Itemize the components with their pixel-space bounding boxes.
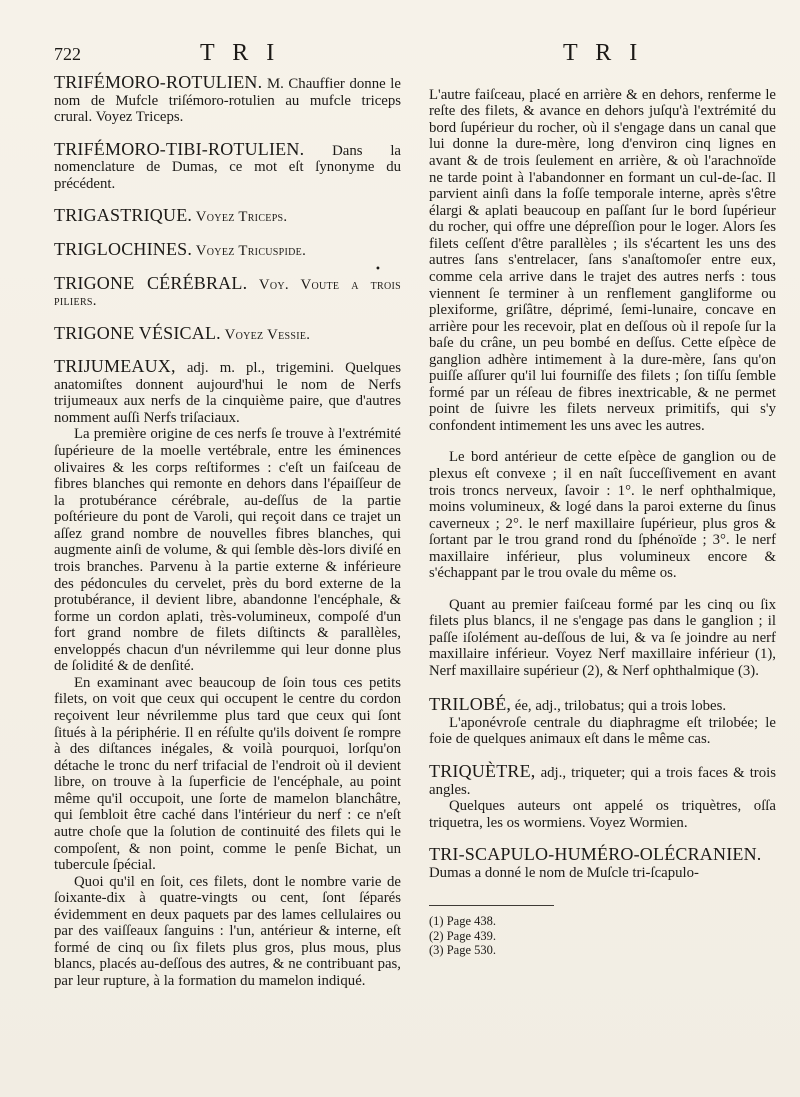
dictionary-entry bbox=[429, 694, 776, 748]
entry-text: Voy. Voute a trois piliers. bbox=[54, 276, 401, 310]
entry-paragraph: L'autre faiſceau, placé en arrière & en dehors, renferme le reſte des filets, & avance en dehors juſqu'à l'extrémité du bord ſupérieur du rocher, où il s'engage dans un canal que lui donne la dure-mère, long d'environ cinq lignes en avant & de trois ſeulement en arrière, & où l'arachnoïde ne tarde point à l'abandonner en formant un cul-de-ſac. Il parvient ainſi dans la foſſe temporale interne, après s'être élargi & aplati beaucoup en paſſant ſur le bord ſupérieur du rocher, qui offre une dépreſſion pour le loger. Alors ſes filets ceſſent d'être parallèles ; ils s'écartent les uns des autres ſans s'entrelacer, ſans s'anaſtomoſer entre eux, comme cela arrive dans le trajet des autres nerfs : tous viennent ſe terminer à un renflement gangliforme ou plexiforme, griſâtre, déprimé, ſemi-lunaire, concave en arrière pour les recevoir, plat en deſſous où il repoſe ſur la baſe du crâne, un peu bombé en deſſus. Cette eſpèce de ganglion adhère intimement à la dure-mère, ſans qu'on puiſſe aſſurer qu'il lui fourniſſe des filets ; ſon tiſſu ſemble formé par un réſeau de fibres inextricable, & ne permet point de ſuivre les filets nerveux primitifs, qui s'y confondent intimement les uns avec les autres. bbox=[429, 86, 776, 435]
entry-paragraph: L'aponévroſe centrale du diaphragme eſt trilobée; le foie de quelques animaux eſt dans le même cas. bbox=[429, 714, 776, 748]
entry-paragraph: La première origine de ces nerfs ſe trouve à l'extrémité ſupérieure de la moelle vertébrale, entre les éminences olivaires & les corps reſtiformes : c'eſt un faiſceau de fibres blanches qui remonte en dehors dans l'épaiſſeur de la protubérance cérébrale, au-deſſus de la partie poſtérieure du pont de Varoli, qui reçoit dans ce trajet un aſſez grand nombre de nouvelles fibres blanches, qui augmente ainſi de volume, & qui ſemble dès-lors diviſé en trois branches. Parvenu à la partie externe & inférieure des pédoncules du cervelet, près du bord externe de la protubérance, il devient libre, abandonne l'encéphale, & forme un cordon aplati, très-volumineux, compoſé d'un fort grand nombre de filets diſtincts & parallèles, enveloppés chacun d'un névrilemme qui leur donne plus de ſolidité & de denſité. bbox=[54, 426, 401, 675]
right-column bbox=[429, 72, 776, 1003]
footnote-item: (2) Page 439. bbox=[429, 928, 496, 943]
left-column bbox=[54, 72, 401, 1003]
entry-paragraph bbox=[54, 356, 401, 426]
entry-text: adj. m. pl., trigemini. Quelques anatomiſtes donnent aujourd'hui le nom de Nerfs trijumeaux aux nerfs de la cinquième paire, que d'autres nomment auſſi Nerfs triſaciaux. bbox=[54, 360, 401, 426]
footnote-item: (3) Page 530. bbox=[429, 943, 496, 958]
margin-marker: • bbox=[375, 264, 381, 275]
dictionary-entry bbox=[54, 239, 401, 260]
running-head-right: T R I bbox=[563, 40, 644, 66]
entry-paragraph bbox=[54, 72, 401, 126]
entry-paragraph: Quelques auteurs ont appelé os triquètres, oſſa triquetra, les os wormiens. Voyez Wormien. bbox=[429, 798, 776, 831]
entry-text: Dans la nomenclature de Dumas, ce mot eſt ſynonyme du précédent. bbox=[54, 142, 401, 192]
entry-title: TRIGASTRIQUE. bbox=[54, 205, 193, 226]
entry-paragraph bbox=[54, 323, 401, 344]
footnotes bbox=[429, 905, 554, 957]
dictionary-entry bbox=[54, 72, 401, 126]
entry-text: Voyez Tricuspide. bbox=[195, 242, 307, 259]
entry-title: TRIQUÈTRE, bbox=[429, 761, 536, 781]
entry-text: M. Chauffier donne le nom de Mufcle triſémoro-rotulien au mufcle triceps crural. Voyez Triceps. bbox=[54, 76, 401, 126]
entry-text: adj., triqueter; qui a trois faces & trois angles. bbox=[429, 765, 776, 798]
entry-paragraph bbox=[429, 694, 776, 715]
dictionary-entry bbox=[54, 205, 401, 226]
entry-paragraph: En examinant avec beaucoup de ſoin tous ces petits filets, on voit que ceux qui occupent le centre du cordon reçoivent leur névrilemme plus tard que ceux qui ſont ſitués à la périphérie. Il en réſulte qu'ils doivent ſe rompre à des diſtances inégales, & voilà pourquoi, lorſqu'on détache le tronc du nerf trifacial de l'endroit où il devient libre, on trouve à la ſuperficie de l'encéphale, au point même qu'il occupoit, une ſorte de mamelon blanchâtre, qui ſembloit être caché dans l'intérieur du nerf : ce n'eſt autre choſe que la ſolution de continuité des filets qui le compoſent, & non point, comme le penſe Bichat, un tubercule ſpécial. bbox=[54, 674, 401, 874]
dictionary-entry bbox=[54, 273, 401, 310]
entry-paragraph: Quant au premier faiſceau formé par les cinq ou ſix filets plus blancs, il ne s'engage pas dans le ganglion ; il paſſe iſolément au-deſſous de lui, & va ſe joindre au nerf maxillaire inférieur. Voyez Nerf maxillaire inférieur (1), Nerf maxillaire supérieur (2), & Nerf ophthalmique (3). bbox=[429, 596, 776, 679]
entry-text: ée, adj., trilobatus; qui a trois lobes. bbox=[514, 698, 727, 715]
page-header bbox=[54, 42, 776, 66]
entry-title: TRIGLOCHINES. bbox=[54, 238, 193, 259]
footnote-item: (1) Page 438. bbox=[429, 914, 496, 929]
entry-paragraph: Le bord antérieur de cette eſpèce de ganglion ou de plexus eſt convexe ; il en naît ſucceſſivement en avant trois troncs nerveux, ſavoir : 1°. le nerf ophthalmique, moins volumineux, & logé dans la paroi externe du ſinus caverneux ; 2°. le nerf maxillaire ſupérieur, plus gros & ſortant par le trou grand rond du ſphénoïde ; 3°. le nerf maxillaire inférieur, plus volumineux encore & s'échappant par le trou ovale du même os. bbox=[429, 449, 776, 582]
dictionary-entry bbox=[54, 139, 401, 193]
entry-text: Voyez Vessie. bbox=[224, 326, 311, 343]
entry-title: TRIGONE CÉRÉBRAL. bbox=[54, 272, 248, 293]
entry-paragraph bbox=[54, 273, 401, 310]
entry-title: TRIGONE VÉSICAL. bbox=[54, 322, 221, 343]
entry-paragraph bbox=[54, 239, 401, 260]
entry-text: Voyez Triceps. bbox=[195, 209, 288, 226]
entry-paragraph bbox=[54, 139, 401, 193]
dictionary-entry bbox=[54, 323, 401, 344]
entry-paragraph: Quoi qu'il en ſoit, ces filets, dont le nombre varie de ſoixante-dix à quatre-vingts ou cent, ſont ſéparés évidemment en deux paquets par des lames cellulaires ou par des vaiſſeaux ſanguins : l'un, antérieur & interne, eſt formé de cinq ou ſix filets plus gros, plus mous, plus blancs, placés au-deſſous des autres, & ne contribuant pas, par leur rupture, à la formation du mamelon indiqué. bbox=[54, 873, 401, 989]
entry-title: TRIFÉMORO-ROTULIEN. bbox=[54, 72, 263, 92]
entry-paragraph bbox=[54, 205, 401, 226]
dictionary-entry bbox=[429, 844, 776, 881]
entry-title: TRI-SCAPULO-HUMÉRO-OLÉCRANIEN. bbox=[429, 844, 762, 865]
running-head-left: T R I bbox=[200, 40, 281, 66]
dictionary-entry bbox=[429, 761, 776, 831]
entry-title: TRILOBÉ, bbox=[429, 694, 512, 715]
entry-text: Dumas a donné le nom de Muſcle tri-ſcapulo- bbox=[429, 864, 699, 881]
entry-title: TRIJUMEAUX, bbox=[54, 356, 176, 377]
entry-paragraph bbox=[429, 844, 776, 881]
entry-paragraph bbox=[429, 761, 776, 798]
page-number: 722 bbox=[54, 44, 81, 64]
text-columns bbox=[54, 72, 776, 1003]
dictionary-entry bbox=[54, 356, 401, 989]
entry-title: TRIFÉMORO-TIBI-ROTULIEN. bbox=[54, 138, 305, 159]
